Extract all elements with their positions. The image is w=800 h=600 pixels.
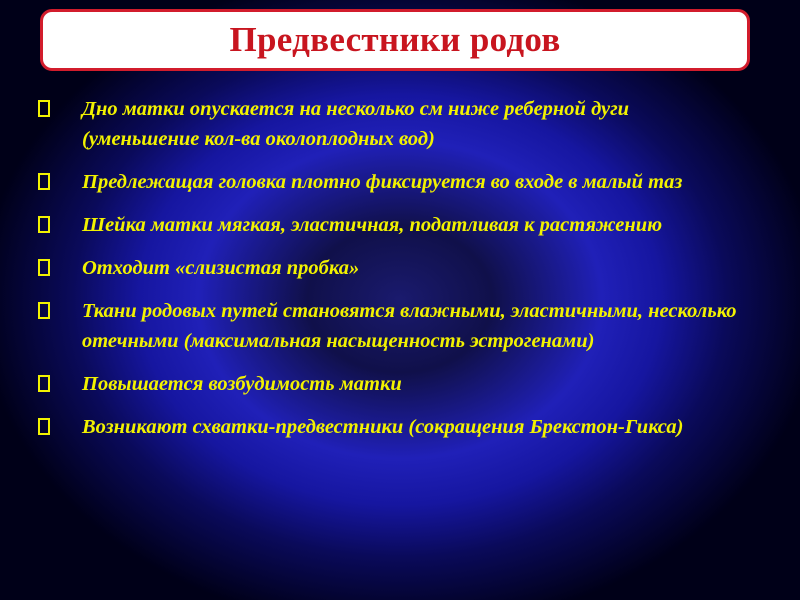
list-item [0,167,800,197]
list-item-text: Предлежащая головка плотно фиксируется во входе в малый таз [82,171,683,193]
square-bullet-icon [38,216,50,233]
list-item-text: Повышается возбудимость матки [82,373,402,395]
square-bullet-icon [38,418,50,435]
list-item [0,210,800,240]
square-bullet-icon [38,259,50,276]
list-item [0,94,800,154]
bullet-list [0,94,800,455]
list-item [0,412,800,442]
square-bullet-icon [38,375,50,392]
list-item [0,296,800,356]
list-item-text: Шейка матки мягкая, эластичная, податливая к растяжению [82,214,663,236]
square-bullet-icon [38,302,50,319]
list-item-text: Отходит «слизистая пробка» [82,257,360,279]
list-item [0,369,800,399]
square-bullet-icon [38,173,50,190]
list-item-text: Ткани родовых путей становятся влажными, эластичными, несколько отечными (максимальная насыщенность эстрогенами) [82,300,737,352]
slide-title: Предвестники родов [229,20,561,59]
list-item [0,253,800,283]
list-item-text: Возникают схватки-предвестники (сокращения Брекстон-Гикса) [82,416,684,438]
square-bullet-icon [38,100,50,117]
title-box [40,9,750,71]
list-item-text: Дно матки опускается на несколько см ниже реберной дуги (уменьшение кол-ва околоплодных вод) [82,98,630,150]
